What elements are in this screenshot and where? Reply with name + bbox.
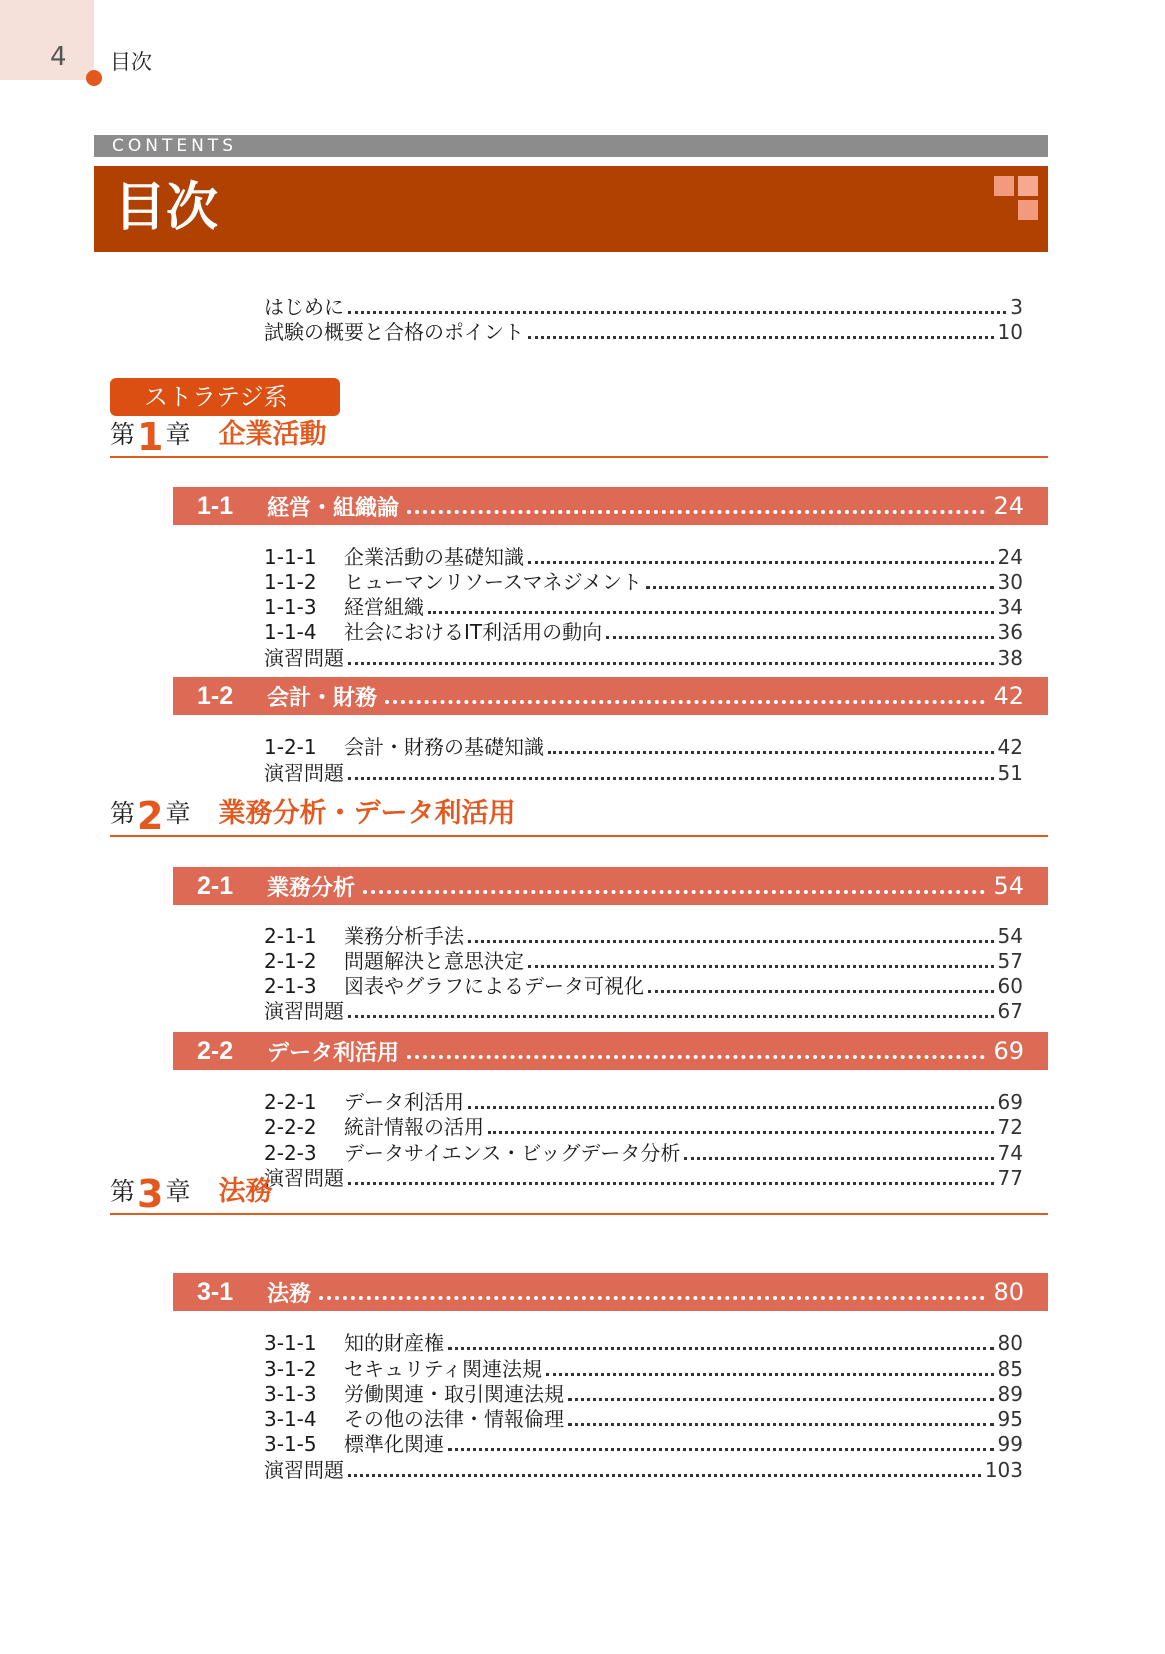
toc-entry[interactable] — [264, 645, 1023, 671]
toc-entry-label: 演習問題 — [264, 1458, 344, 1482]
toc-entry-text — [264, 645, 344, 671]
section-page: 69 — [993, 1037, 1024, 1065]
chapter-number: 2 — [137, 794, 164, 838]
leader-dots — [428, 611, 994, 614]
toc-entry-label: 統計情報の活用 — [344, 1115, 484, 1139]
leader-dots — [546, 1373, 994, 1376]
chapter-prefix: 第 — [110, 1177, 136, 1206]
toc-entry[interactable] — [264, 1114, 1023, 1140]
toc-entry-label: 問題解決と意思決定 — [344, 949, 524, 973]
toc-entry-text — [264, 973, 644, 999]
contents-bar — [94, 135, 1048, 157]
toc-entry-page: 24 — [997, 545, 1023, 569]
leader-dots — [407, 1055, 985, 1059]
contents-label: CONTENTS — [112, 136, 237, 156]
toc-entry-page: 103 — [984, 1458, 1023, 1482]
toc-entry-text — [264, 1356, 542, 1382]
chapter-number: 3 — [137, 1172, 164, 1216]
toc-entry-text — [264, 760, 344, 786]
toc-entry-label: ヒューマンリソースマネジメント — [344, 570, 642, 594]
leader-dots — [468, 1106, 994, 1109]
toc-entry[interactable] — [264, 923, 1023, 949]
toc-entry-label: セキュリティ関連法規 — [344, 1357, 542, 1381]
page-tab — [0, 0, 94, 80]
chapter-prefix: 第 — [110, 799, 136, 828]
section-page: 80 — [993, 1278, 1024, 1306]
toc-entry-label: 演習問題 — [264, 1166, 344, 1190]
toc-entry[interactable] — [264, 1457, 1023, 1483]
toc-entry-page: 74 — [997, 1141, 1023, 1165]
toc-entry-number: 3-1-3 — [264, 1382, 317, 1406]
section-number: 2-1 — [197, 871, 234, 900]
toc-entry-label: データサイエンス・ビッグデータ分析 — [344, 1141, 681, 1165]
toc-entry-text — [264, 948, 524, 974]
leader-dots — [528, 336, 994, 339]
toc-entry[interactable] — [264, 1406, 1023, 1432]
leader-dots — [319, 1296, 985, 1300]
leader-dots — [568, 1398, 994, 1401]
toc-entry-number: 1-1-3 — [264, 595, 317, 619]
toc-entry-number: 2-1-3 — [264, 974, 317, 998]
toc-entry-number: 3-1-5 — [264, 1432, 317, 1456]
toc-entry-text — [264, 544, 524, 570]
leader-dots — [646, 586, 994, 589]
leader-dots — [528, 965, 994, 968]
toc-entry-number: 2-2-1 — [264, 1090, 317, 1114]
toc-entry[interactable] — [264, 619, 1023, 645]
section-bar[interactable] — [173, 1032, 1048, 1070]
toc-entry[interactable] — [264, 319, 1023, 345]
toc-entry[interactable] — [264, 544, 1023, 570]
leader-dots — [684, 1157, 993, 1160]
leader-dots — [468, 940, 994, 943]
toc-entry-text — [264, 1381, 564, 1407]
toc-entry-page: 72 — [997, 1115, 1023, 1139]
toc-entry[interactable] — [264, 1431, 1023, 1457]
toc-entry[interactable] — [264, 1330, 1023, 1356]
toc-entry-label: 経営組織 — [344, 595, 424, 619]
toc-entry-label: 労働関連・取引関連法規 — [344, 1382, 564, 1406]
toc-entry-text — [264, 734, 544, 760]
toc-entry-text — [264, 998, 344, 1024]
toc-entry[interactable] — [264, 1381, 1023, 1407]
section-title: 業務分析 — [267, 875, 356, 901]
toc-entry-page: 54 — [997, 924, 1023, 948]
toc-entry[interactable] — [264, 973, 1023, 999]
toc-entry-text — [264, 594, 424, 620]
toc-entry-label: 演習問題 — [264, 646, 344, 670]
section-page: 24 — [993, 492, 1024, 520]
toc-entry-label: 社会におけるIT利活用の動向 — [344, 620, 603, 644]
chapter-title: 法務 — [218, 1176, 273, 1207]
toc-entry-page: 10 — [997, 320, 1023, 344]
toc-entry[interactable] — [264, 1140, 1023, 1166]
leader-dots — [568, 1423, 994, 1426]
toc-entry-label: 会計・財務の基礎知識 — [344, 735, 544, 759]
leader-dots — [548, 751, 994, 754]
toc-entry-text — [264, 923, 464, 949]
bullet-dot-icon — [86, 70, 102, 86]
section-number: 2-2 — [197, 1036, 234, 1065]
leader-dots — [348, 1015, 994, 1018]
toc-entry-number: 1-1-2 — [264, 570, 317, 594]
leader-dots — [385, 700, 985, 704]
toc-entry-page: 69 — [997, 1090, 1023, 1114]
toc-entry-label: 標準化関連 — [344, 1432, 444, 1456]
section-page: 42 — [993, 682, 1024, 710]
toc-entry-page: 51 — [997, 761, 1023, 785]
toc-entry-text — [264, 1431, 444, 1457]
toc-entry-number: 2-1-1 — [264, 924, 317, 948]
chapter-prefix: 第 — [110, 420, 136, 449]
toc-entry-text — [264, 1457, 344, 1483]
toc-entry-text — [264, 569, 642, 595]
leader-dots — [407, 510, 985, 514]
chapter-heading[interactable] — [110, 795, 1048, 837]
toc-entry-page: 30 — [997, 570, 1023, 594]
chapter-number: 1 — [137, 415, 164, 459]
toc-entry-page: 95 — [997, 1407, 1023, 1431]
leader-dots — [448, 1347, 994, 1350]
toc-entry-label: その他の法律・情報倫理 — [344, 1407, 564, 1431]
toc-entry-label: データ利活用 — [344, 1090, 464, 1114]
toc-entry-page: 36 — [997, 620, 1023, 644]
toc-entry-number: 1-1-1 — [264, 545, 317, 569]
toc-entry-number: 2-2-2 — [264, 1115, 317, 1139]
toc-entry-number: 1-1-4 — [264, 620, 317, 644]
toc-entry-number: 3-1-1 — [264, 1331, 317, 1355]
chapter-title: 業務分析・データ利活用 — [218, 798, 516, 829]
chapter-suffix: 章 — [165, 799, 191, 828]
toc-entry-text — [264, 1330, 444, 1356]
leader-dots — [528, 561, 994, 564]
section-page: 54 — [993, 872, 1024, 900]
leader-dots — [363, 890, 985, 894]
toc-entry-label: 知的財産権 — [344, 1331, 444, 1355]
toc-entry-number: 3-1-2 — [264, 1357, 317, 1381]
section-number: 1-2 — [197, 681, 234, 710]
section-bar[interactable] — [173, 1273, 1048, 1311]
toc-entry-label: 業務分析手法 — [344, 924, 464, 948]
leader-dots — [648, 990, 994, 993]
toc-entry-page: 89 — [997, 1382, 1023, 1406]
section-bar[interactable] — [173, 677, 1048, 715]
section-bar[interactable] — [173, 867, 1048, 905]
category-badge: ストラテジ系 — [110, 378, 340, 416]
toc-entry[interactable] — [264, 1356, 1023, 1382]
leader-dots — [348, 777, 994, 780]
toc-entry-text — [264, 619, 602, 645]
leader-dots — [488, 1131, 994, 1134]
chapter-suffix: 章 — [165, 420, 191, 449]
toc-entry-page: 67 — [997, 999, 1023, 1023]
toc-entry-text — [264, 1089, 464, 1115]
toc-entry[interactable] — [264, 569, 1023, 595]
toc-entry-page: 34 — [997, 595, 1023, 619]
toc-entry[interactable] — [264, 1089, 1023, 1115]
toc-entry-page: 99 — [997, 1432, 1023, 1456]
chapter-heading[interactable] — [110, 416, 1048, 458]
section-title: データ利活用 — [267, 1040, 400, 1066]
toc-entry-label: 演習問題 — [264, 999, 344, 1023]
toc-entry[interactable] — [264, 760, 1023, 786]
toc-entry-text — [264, 1406, 564, 1432]
toc-entry[interactable] — [264, 294, 1023, 320]
toc-entry-number: 1-2-1 — [264, 735, 317, 759]
toc-entry[interactable] — [264, 734, 1023, 760]
toc-entry[interactable] — [264, 998, 1023, 1024]
toc-entry-text — [264, 1114, 484, 1140]
leader-dots — [448, 1448, 994, 1451]
toc-entry[interactable] — [264, 948, 1023, 974]
toc-entry-label: 企業活動の基礎知識 — [344, 545, 524, 569]
section-bar[interactable] — [173, 487, 1048, 525]
toc-entry-page: 42 — [997, 735, 1023, 759]
chapter-heading[interactable] — [110, 1173, 1048, 1215]
toc-entry-number: 2-2-3 — [264, 1141, 317, 1165]
leader-dots — [348, 311, 1006, 314]
toc-entry-page: 80 — [997, 1331, 1023, 1355]
leader-dots — [606, 636, 993, 639]
leader-dots — [348, 1474, 981, 1477]
toc-entry-page: 60 — [997, 974, 1023, 998]
toc-entry-page: 38 — [997, 646, 1023, 670]
toc-entry-page: 57 — [997, 949, 1023, 973]
page-title: 目次 — [114, 178, 219, 238]
toc-entry-label: 演習問題 — [264, 761, 344, 785]
chapter-title: 企業活動 — [218, 419, 327, 450]
toc-entry-text — [264, 1140, 680, 1166]
toc-entry[interactable] — [264, 594, 1023, 620]
toc-entry-page: 3 — [1010, 295, 1023, 319]
chapter-suffix: 章 — [165, 1177, 191, 1206]
toc-entry-page: 85 — [997, 1357, 1023, 1381]
title-band — [94, 166, 1048, 252]
running-title: 目次 — [110, 50, 152, 74]
section-title: 法務 — [267, 1281, 312, 1307]
toc-entry-label: はじめに — [264, 295, 344, 319]
leader-dots — [348, 662, 994, 665]
section-number: 1-1 — [197, 491, 234, 520]
toc-entry-label: 図表やグラフによるデータ可視化 — [344, 974, 644, 998]
section-title: 会計・財務 — [267, 685, 378, 711]
toc-entry-number: 3-1-4 — [264, 1407, 317, 1431]
section-number: 3-1 — [197, 1277, 234, 1306]
section-title: 経営・組織論 — [267, 495, 400, 521]
page-number: 4 — [50, 42, 67, 72]
toc-entry-page: 77 — [997, 1166, 1023, 1190]
toc-entry-number: 2-1-2 — [264, 949, 317, 973]
toc-entry-label: 試験の概要と合格のポイント — [264, 320, 524, 344]
